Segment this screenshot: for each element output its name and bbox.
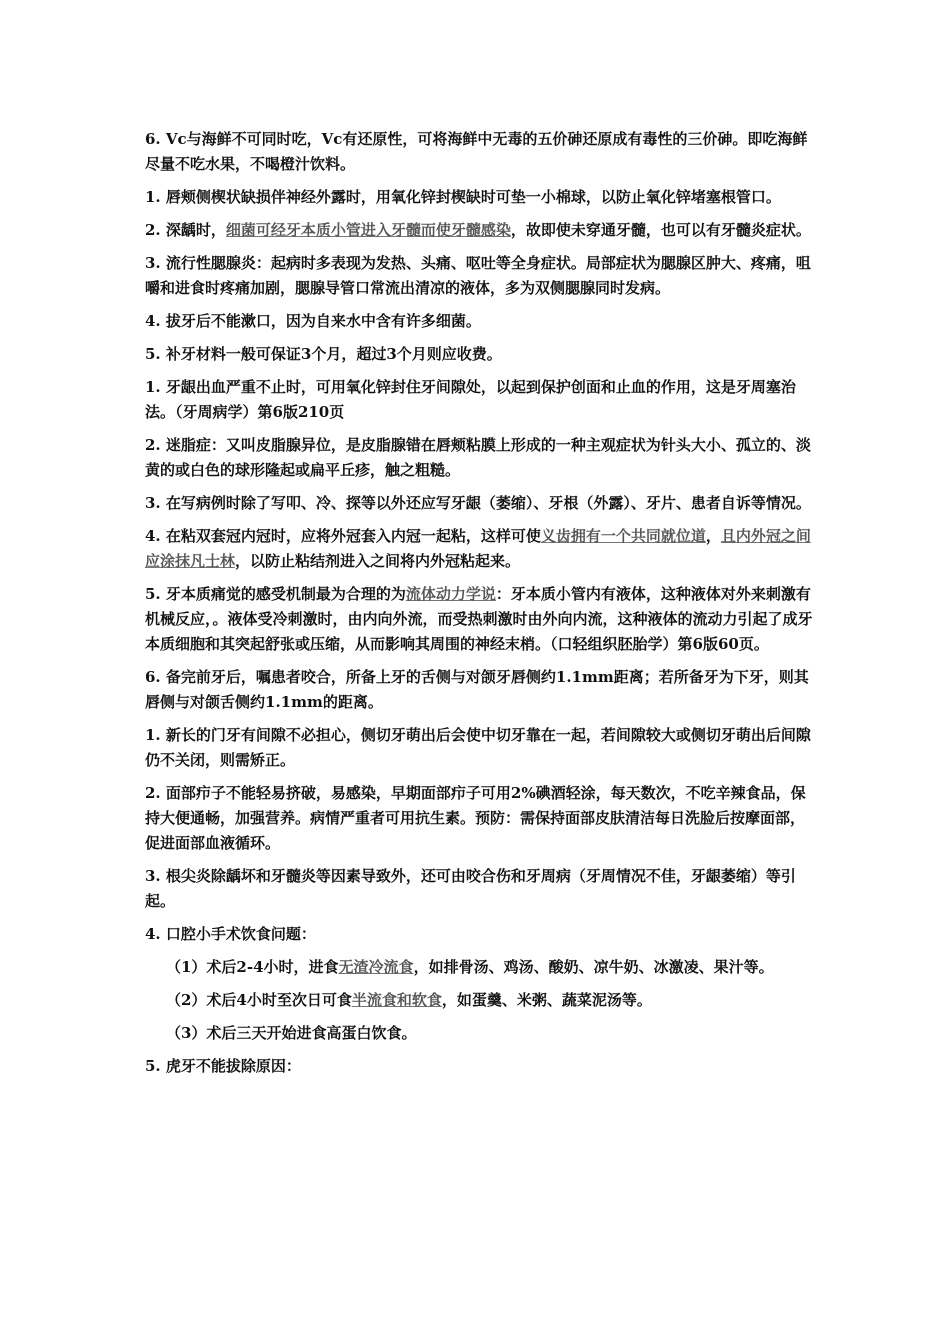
text-run: 2. 面部疖子不能轻易挤破，易感染，早期面部疖子可用2%碘酒轻涂，每天数次，不吃辛辣食品，保持大便通畅，加强营养。病情严重者可用抗生素。预防：需保持面部皮肤清洁每日洗脸后按摩面部，促进面部血液循环。 xyxy=(145,784,806,852)
text-run: 2. 深龋时， xyxy=(145,221,226,239)
paragraph xyxy=(145,864,817,914)
text-run: ，如排骨汤、鸡汤、酸奶、凉牛奶、冰激凌、果汁等。 xyxy=(413,958,774,976)
text-run: 3. 在写病例时除了写叩、冷、探等以外还应写牙龈（萎缩）、牙根（外露）、牙片、患者自诉等情况。 xyxy=(145,494,811,512)
text-run: 5. 虎牙不能拔除原因： xyxy=(145,1057,301,1075)
text-run: ，故即使未穿通牙髓，也可以有牙髓炎症状。 xyxy=(510,221,811,239)
paragraph xyxy=(145,582,817,657)
text-run: 5. 补牙材料一般可保证3个月，超过3个月则应收费。 xyxy=(145,345,502,363)
text-run: 1. 新长的门牙有间隙不必担心，侧切牙萌出后会使中切牙靠在一起，若间隙较大或侧切牙萌出后间隙仍不关闭，则需矫正。 xyxy=(145,726,811,769)
list-subitem xyxy=(145,1021,817,1046)
text-run: 5. 牙本质痛觉的感受机制最为合理的为 xyxy=(145,585,406,603)
paragraph xyxy=(145,251,817,301)
text-run: 2. 迷脂症：又叫皮脂腺异位，是皮脂腺错在唇颊粘膜上形成的一种主观症状为针头大小、孤立的、淡黄的或白色的球形隆起或扁平丘疹，触之粗糙。 xyxy=(145,436,811,479)
text-run: 6. 备完前牙后，嘱患者咬合，所备上牙的舌侧与对颌牙唇侧约1.1mm距离；若所备牙为下牙，则其唇侧与对颌舌侧约1.1mm的距离。 xyxy=(145,668,809,711)
paragraph xyxy=(145,1054,817,1079)
paragraph xyxy=(145,218,817,243)
paragraph xyxy=(145,491,817,516)
text-run: （2）术后4小时至次日可食 xyxy=(166,991,352,1009)
paragraph xyxy=(145,665,817,715)
paragraph xyxy=(145,342,817,367)
list-subitem xyxy=(145,988,817,1013)
document-page xyxy=(145,127,817,1087)
text-run: 3. 根尖炎除龋坏和牙髓炎等因素导致外，还可由咬合伤和牙周病（牙周情况不佳，牙龈萎缩）等引起。 xyxy=(145,867,796,910)
paragraph xyxy=(145,781,817,856)
text-run: 4. 在粘双套冠内冠时，应将外冠套入内冠一起粘，这样可使 xyxy=(145,527,541,545)
text-run: 3. 流行性腮腺炎：起病时多表现为发热、头痛、呕吐等全身症状。局部症状为腮腺区肿大、疼痛，咀嚼和进食时疼痛加剧，腮腺导管口常流出清凉的液体，多为双侧腮腺同时发病。 xyxy=(145,254,811,297)
paragraph xyxy=(145,375,817,425)
paragraph xyxy=(145,127,817,177)
underlined-text: 半流食和软食 xyxy=(351,991,442,1009)
text-run: 4. 拔牙后不能漱口，因为自来水中含有许多细菌。 xyxy=(145,312,481,330)
text-run: ，以防止粘结剂进入之间将内外冠粘起来。 xyxy=(235,552,521,570)
paragraph xyxy=(145,524,817,574)
underlined-text: 且内外冠之间应涂抹凡士林 xyxy=(145,527,811,570)
paragraph xyxy=(145,309,817,334)
list-subitem xyxy=(145,955,817,980)
paragraph xyxy=(145,922,817,947)
text-run: 6. Vc与海鲜不可同时吃，Vc有还原性，可将海鲜中无毒的五价砷还原成有毒性的三价砷。即吃海鲜尽量不吃水果，不喝橙汁饮料。 xyxy=(145,130,808,173)
text-run: （3）术后三天开始进食高蛋白饮食。 xyxy=(166,1024,417,1042)
paragraph xyxy=(145,723,817,773)
text-run: ，如蛋羹、米粥、蔬菜泥汤等。 xyxy=(441,991,652,1009)
underlined-text: 流体动力学说 xyxy=(405,585,496,603)
underlined-text: 细菌可经牙本质小管进入牙髓而使牙髓感染 xyxy=(225,221,511,239)
paragraph xyxy=(145,433,817,483)
text-run: 4. 口腔小手术饮食问题： xyxy=(145,925,316,943)
underlined-text: 义齿拥有一个共同就位道 xyxy=(540,527,706,545)
text-run: 1. 唇颊侧楔状缺损伴神经外露时，用氧化锌封楔缺时可垫一小棉球，以防止氧化锌堵塞根管口。 xyxy=(145,188,781,206)
paragraph xyxy=(145,185,817,210)
text-run: ， xyxy=(705,527,721,545)
text-run: ：牙本质小管内有液体，这种液体对外来刺激有机械反应，。液体受冷刺激时，由内向外流，而受热刺激时由外向内流，这种液体的流动力引起了成牙本质细胞和其突起舒张或压缩，从而影响其周围的神经末梢。（口轻组织胚胎学）第6版60页。 xyxy=(145,585,813,653)
text-run: （1）术后2-4小时，进食 xyxy=(166,958,339,976)
underlined-text: 无渣冷流食 xyxy=(338,958,414,976)
text-run: 1. 牙龈出血严重不止时，可用氧化锌封住牙间隙处，以起到保护创面和止血的作用，这是牙周塞治法。（牙周病学）第6版210页 xyxy=(145,378,796,421)
